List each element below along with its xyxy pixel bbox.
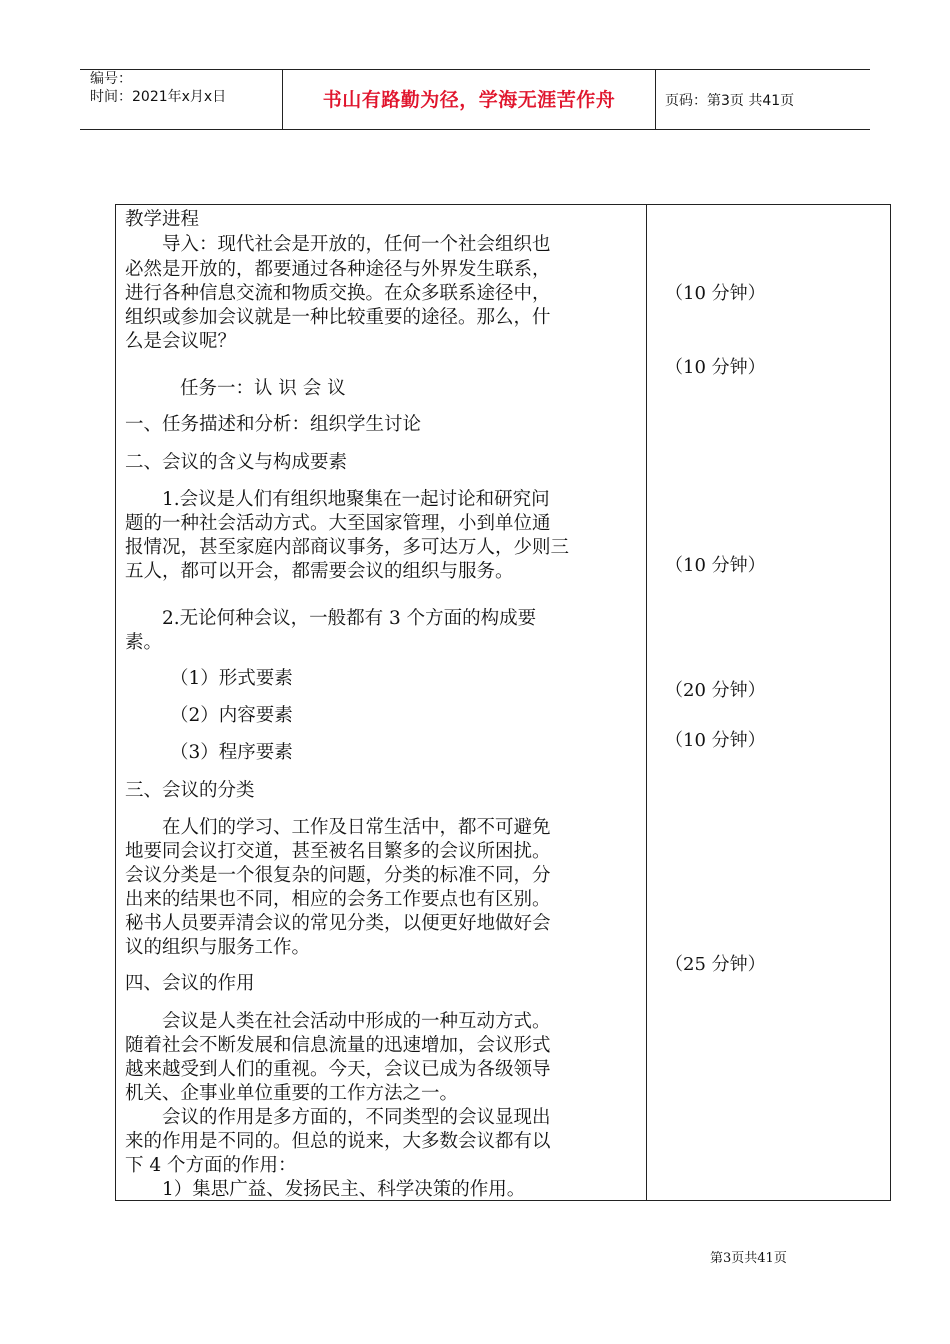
header-bottom-rule	[80, 129, 870, 130]
section-heading-2: 二、会议的含义与构成要素	[125, 452, 348, 473]
intro-line: 进行各种信息交流和物质交换。在众多联系途径中，	[125, 283, 551, 304]
para2-line: 2.无论何种会议，一般都有 3 个方面的构成要	[125, 608, 537, 629]
lesson-heading: 教学进程	[125, 209, 200, 230]
time-allocation: （10 分钟）	[665, 555, 766, 576]
time-allocation: （25 分钟）	[665, 954, 766, 975]
para1-line: 五人，都可以开会，都需要会议的组织与服务。	[125, 561, 514, 582]
para3-line: 秘书人员要弄清会议的常见分类，以便更好地做好会	[125, 913, 551, 934]
document-number: 编号：	[90, 71, 132, 87]
intro-line: 么是会议呢？	[125, 331, 237, 352]
time-allocation: （20 分钟）	[665, 680, 766, 701]
lesson-table-column-divider	[646, 204, 647, 1201]
element-item: （3）程序要素	[170, 742, 293, 763]
para4-line: 随着社会不断发展和信息流量的迅速增加，会议形式	[125, 1035, 551, 1056]
time-allocation: （10 分钟）	[665, 283, 766, 304]
para3-line: 会议分类是一个很复杂的问题，分类的标准不同，分	[125, 865, 551, 886]
para3-line: 在人们的学习、工作及日常生活中，都不可避免	[125, 817, 551, 838]
para4-line: 会议是人类在社会活动中形成的一种互动方式。	[125, 1011, 551, 1032]
intro-line: 必然是开放的，都要通过各种途径与外界发生联系，	[125, 259, 551, 280]
document-date: 时间：2021年x月x日	[90, 89, 227, 105]
para3-line: 出来的结果也不同，相应的会务工作要点也有区别。	[125, 889, 551, 910]
task-title: 任务一：认 识 会 议	[180, 378, 346, 399]
para1-line: 1.会议是人们有组织地聚集在一起讨论和研究问	[125, 489, 550, 510]
para2-line: 素。	[125, 632, 163, 653]
para1-line: 题的一种社会活动方式。大至国家管理，小到单位通	[125, 513, 551, 534]
para4-line: 机关、企事业单位重要的工作方法之一。	[125, 1083, 459, 1104]
header-meta	[90, 70, 226, 106]
para4-line: 会议的作用是多方面的，不同类型的会议显现出	[125, 1107, 551, 1128]
para3-line: 地要同会议打交道，甚至被名目繁多的会议所困扰。	[125, 841, 551, 862]
para4-line: 1）集思广益、发扬民主、科学决策的作用。	[125, 1179, 526, 1200]
time-allocation: （10 分钟）	[665, 357, 766, 378]
section-heading-3: 三、会议的分类	[125, 780, 255, 801]
header-motto: 书山有路勤为径，学海无涯苦作舟	[322, 89, 616, 111]
element-item: （2）内容要素	[170, 705, 293, 726]
section-heading-1: 一、任务描述和分析：组织学生讨论	[125, 414, 422, 435]
para3-line: 议的组织与服务工作。	[125, 937, 311, 958]
time-allocation: （10 分钟）	[665, 730, 766, 751]
para1-line: 报情况，甚至家庭内部商议事务，多可达万人，少则三	[125, 537, 570, 558]
para4-line: 越来越受到人们的重视。今天，会议已成为各级领导	[125, 1059, 551, 1080]
para4-line: 下 4 个方面的作用：	[125, 1155, 297, 1176]
intro-line: 导入：现代社会是开放的，任何一个社会组织也	[125, 234, 551, 255]
para4-line: 来的作用是不同的。但总的说来，大多数会议都有以	[125, 1131, 551, 1152]
element-item: （1）形式要素	[170, 668, 293, 689]
section-heading-4: 四、会议的作用	[125, 973, 255, 994]
intro-line: 组织或参加会议就是一种比较重要的途径。那么，什	[125, 307, 551, 328]
header-divider-right	[655, 69, 656, 129]
header-page-number: 页码：第3页 共41页	[665, 93, 795, 109]
footer-page-number: 第3页共41页	[710, 1251, 787, 1266]
